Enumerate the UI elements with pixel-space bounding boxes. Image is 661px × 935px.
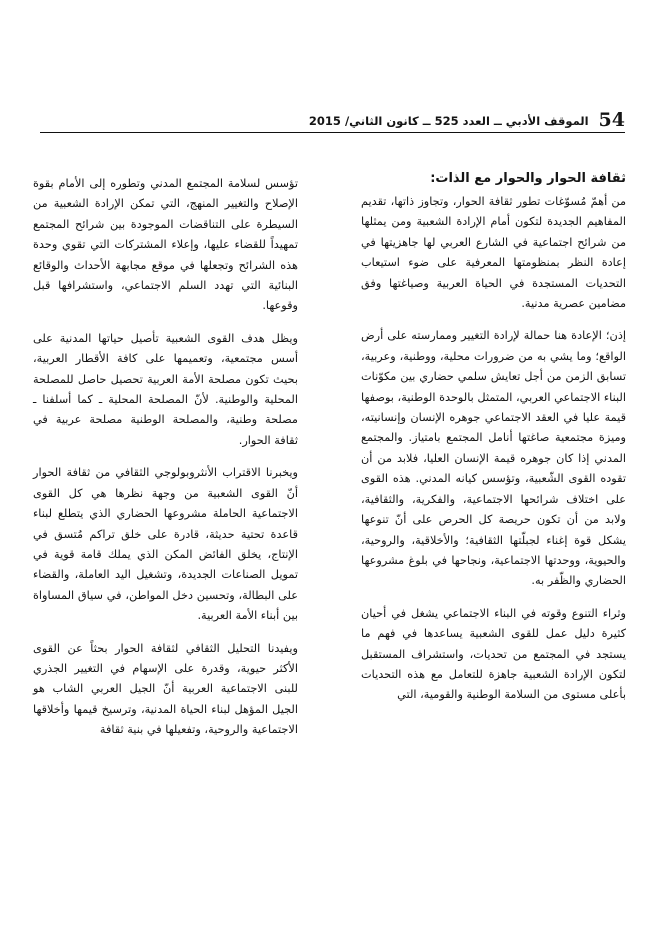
paragraph: من أهمّ مُسوّغات تطور ثقافة الحوار، وتجاوز ذاتها، تقديم المفاهيم الجديدة لتكون أمام الإرادة الشعبية ومن يمثلها من شرائح اجتماعية في الشارع العربي لها جاهزيتها في إعادة النظر بمنظومتها المعرفية على ضوء استيعاب التحديات المستجدة في الحياة العربية وصياغتها وفق مضامين عصرية مدنية. [361,195,626,311]
section-title: ثقافة الحوار والحوار مع الذات: [430,171,626,186]
paragraph: وثراء التنوع وقوته في البناء الاجتماعي يشغل في أحيان كثيرة دليل عمل للقوى الشعبية يساعدها في فهم ما يستجد في المجتمع من تحديات، واستشراف المستقبل لتكون الإرادة الشعبية جاهزة للتعامل مع هذه التحديات بأعلى مستوى من السلامة الوطنية والقومية، التي [361,606,626,702]
paragraph: ويفيدنا التحليل الثقافي لثقافة الحوار بحثاً عن القوى الأكثر حيوية، وقدرة على الإسهام في التغيير الجذري للبنى الاجتماعية العربية أنّ الجيل العربي الشاب هو الجيل المؤهل لبناء الحياة المدنية، وترسيخ قيمها وأخلاقها الاجتماعية والروحية، وتفعيلها في بنية ثقافة [33,641,298,737]
paragraph: تؤسس لسلامة المجتمع المدني وتطوره إلى الأمام بقوة الإصلاح والتغيير المنهج، التي تمكن الإرادة الشعبية من السيطرة على التناقضات الموجودة بين شرائح المجتمع تمهيداً للقضاء عليها، وإعلاء المشتركات التي تقوي وحدة هذه الشرائح وتجعلها في موقع مجابهة الأحداث والوقائع البنائية التي تهدد السلم الاجتماعي، واستشرافها قبل وقوعها. [33,177,298,313]
page-number: 54 [598,109,625,131]
paragraph: ويخبرنا الاقتراب الأنثروبولوجي الثقافي من ثقافة الحوار أنّ القوى الشعبية من وجهة نظرها هي كل القوى الاجتماعية الحاملة مشروعها الحضاري الذي يتطلع لبناء قاعدة تحتية حديثة، قادرة على خلق تراكم مُتسق في الإنتاج، يخلق الفائض المكن الذي يملك قامة قوية في تمويل الصناعات الجديدة، وتشغيل اليد العاملة، والقضاء على البطالة، وتحسين دخل المواطن، في سياق المساواة بين أبناء الأمة العربية. [33,466,298,623]
left-column [33,174,298,753]
right-column [361,170,626,718]
paragraph: إذن؛ الإعادة هنا حمالة لإرادة التغيير وممارسته على أرض الواقع؛ وما يشي به من ضرورات محلية، ووطنية، وعربية، تسابق الزمن من أجل تعايش سلمي حضاري بين مكوّنات البناء الاجتماعي العربي، المتمثل بالوحدة الوطنية، بوصفها قيمة عليا في العقد الاجتماعي جوهره الإنسان وإنسانيته، وميزة مجتمعية صاغتها أنامل المجتمع بامتياز. والمجتمع المدني إذا كان جوهره قيمة الإنسان العليا، فلابد من أن تقوده القوى الشّعبية، وتؤسس كيانه المدني. هذه القوى على اختلاف شرائحها الاجتماعية، والفكرية، والثقافية، ولابد من أن تكون حريصة كل الحرص على أنّ تنوعها يشكل قوة إغناء لجبلّتها الثقافية؛ والأخلاقية، والروحية، والحيوية، ووحدتها الاجتماعية، ونجاحها في بلوغ مشروعها الحضاري والظّفر به. [361,329,626,588]
page-header [40,108,625,130]
paragraph: ويظل هدف القوى الشعبية تأصيل حياتها المدنية على أسس مجتمعية، وتعميمها على كافة الأقطار العربية، بحيث تكون مصلحة الأمة العربية تحصيل حاصل للمصلحة المحلية والوطنية. لأنّ المصلحة المحلية ـ كما أسلفنا ـ مصلحة وطنية، والمصلحة الوطنية مصلحة عربية في ثقافة الحوار. [33,331,298,447]
running-title: الموقف الأدبي ــ العدد 525 ــ كانون الثاني/ 2015 [308,114,589,128]
header-rule [40,132,625,133]
